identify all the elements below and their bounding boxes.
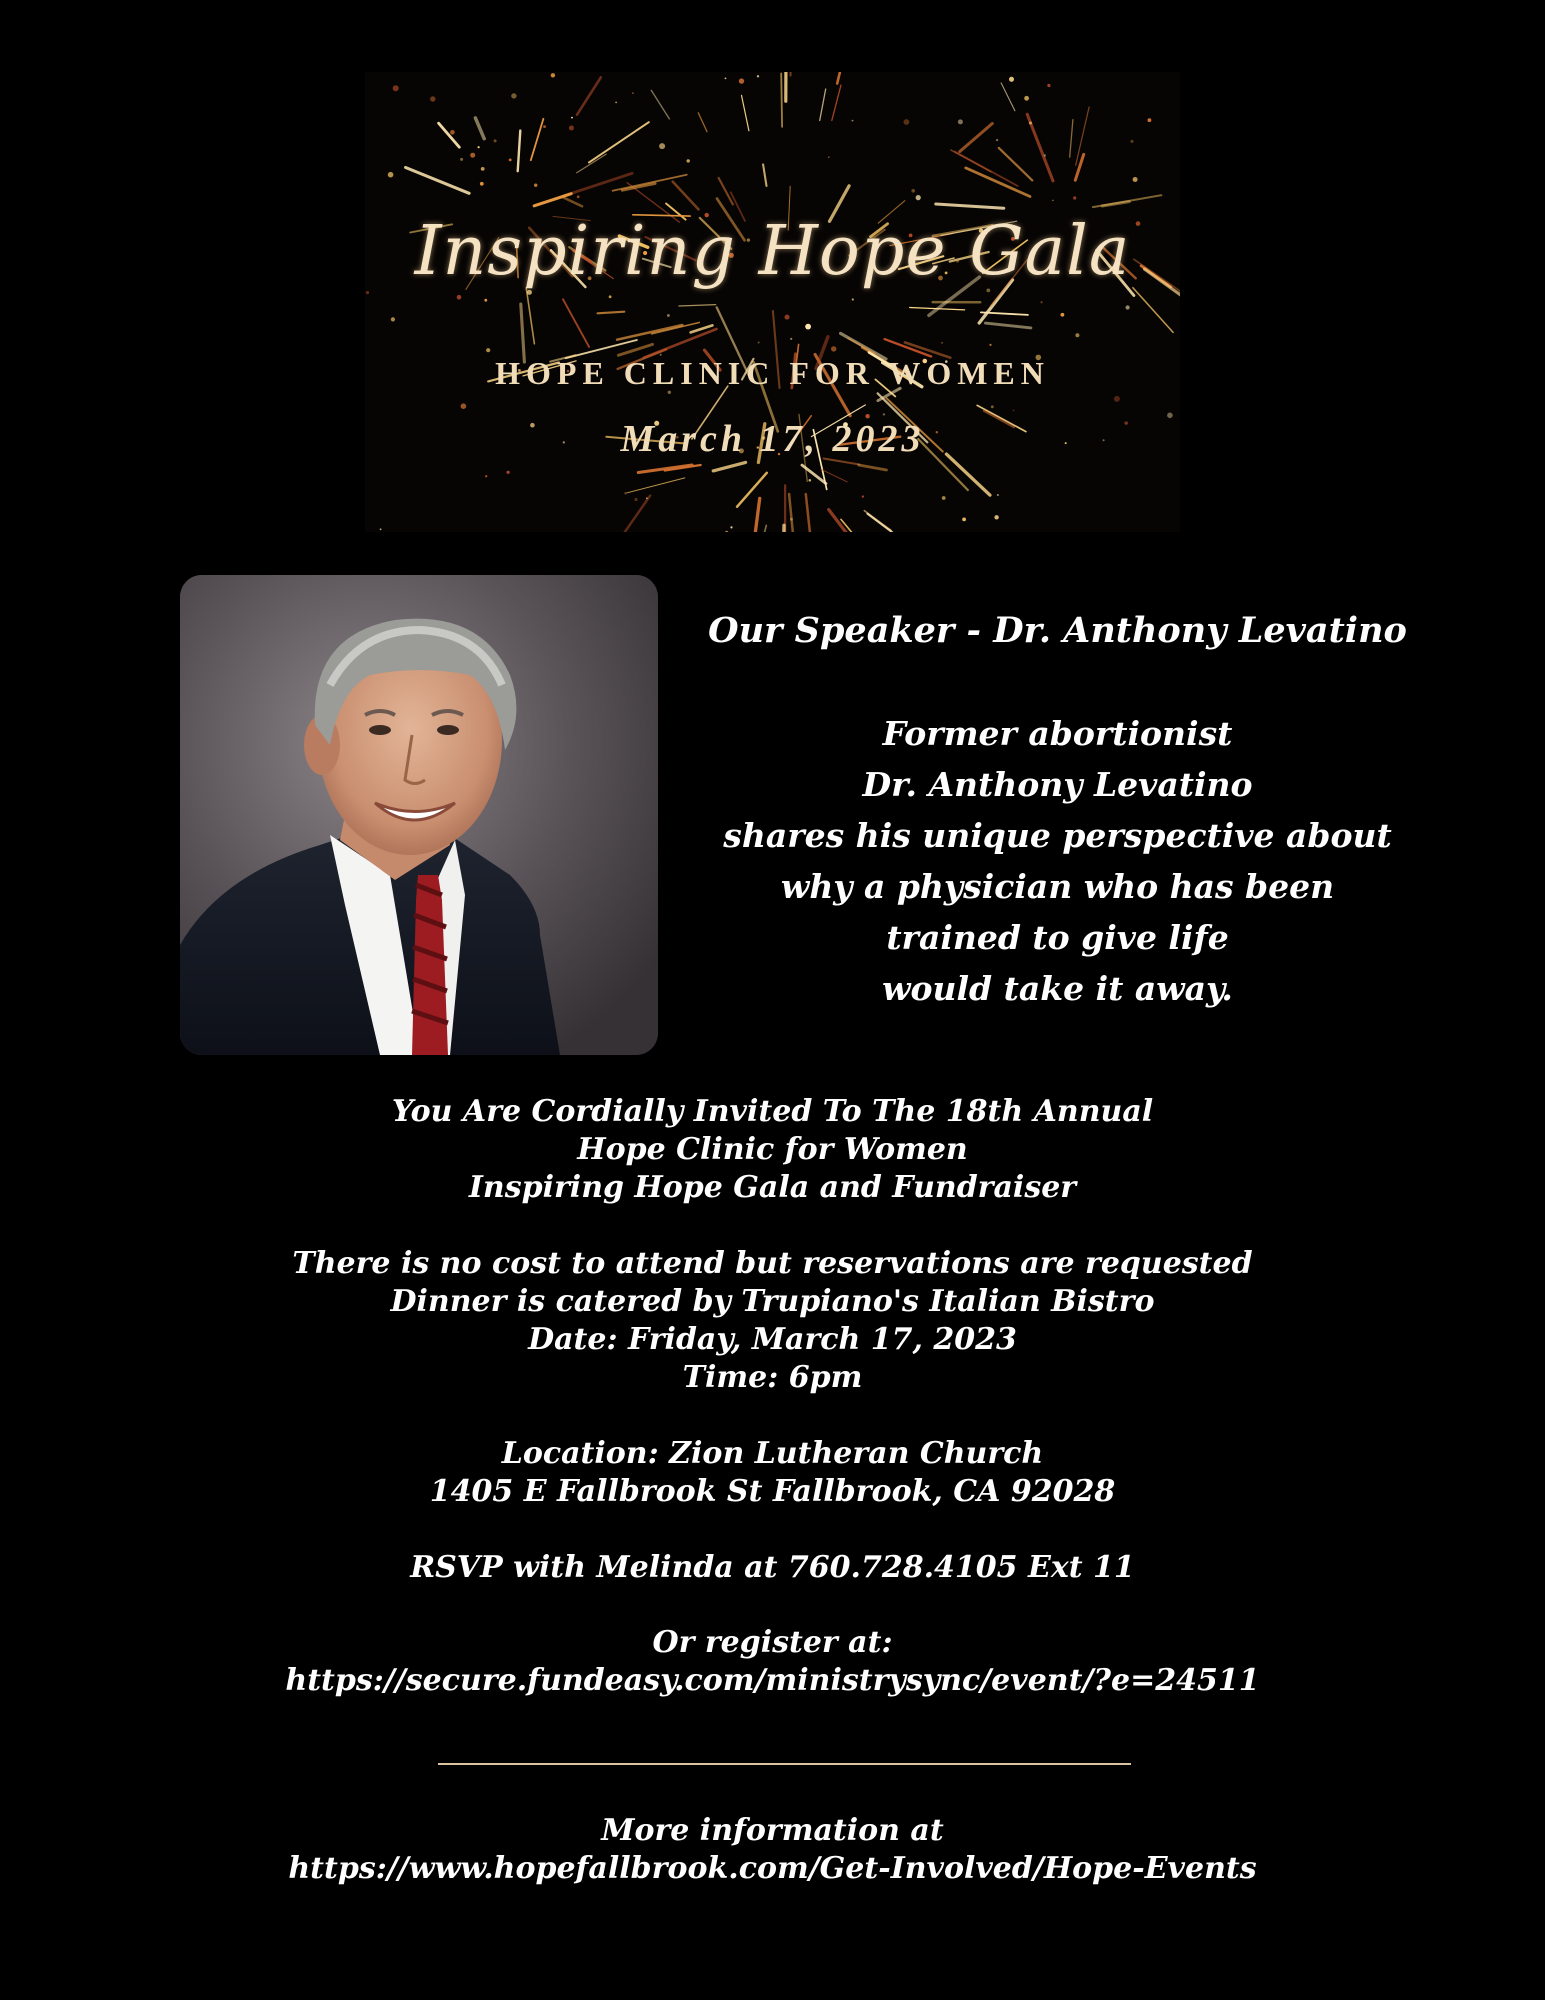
firework-spark: [916, 195, 921, 200]
speaker-portrait-image: [180, 575, 658, 1055]
firework-spark: [996, 139, 998, 141]
firework-spark: [511, 93, 516, 98]
firework-spark: [828, 156, 830, 158]
firework-spark: [521, 323, 523, 325]
firework-spark: [1133, 177, 1138, 182]
firework-streak: [837, 72, 849, 84]
firework-spark: [460, 158, 463, 161]
firework-streak: [751, 498, 760, 532]
firework-spark: [534, 184, 537, 187]
firework-spark: [1047, 84, 1050, 87]
firework-streak: [1075, 154, 1083, 180]
firework-streak: [763, 164, 766, 186]
firework-spark: [1073, 196, 1076, 199]
banner-organization: HOPE CLINIC FOR WOMEN: [495, 355, 1050, 391]
firework-streak: [832, 85, 841, 120]
more-info-link[interactable]: https://www.hopefallbrook.com/Get-Involved/Hope-Events: [288, 1851, 1257, 1886]
firework-streak: [999, 148, 1033, 181]
firework-streak: [806, 494, 810, 532]
firework-spark: [758, 342, 760, 344]
firework-spark: [805, 324, 811, 330]
firework-streak: [618, 344, 652, 355]
firework-streak: [791, 72, 792, 76]
invitation-line: Inspiring Hope Gala and Fundraiser: [468, 1170, 1077, 1205]
firework-streak: [611, 496, 650, 532]
firework-streak: [960, 124, 993, 152]
firework-streak: [627, 478, 685, 493]
firework-spark: [1114, 396, 1120, 402]
firework-streak: [985, 323, 1031, 328]
location-line: Location: Zion Lutheran Church: [501, 1436, 1044, 1471]
firework-spark: [785, 315, 790, 320]
firework-spark: [994, 515, 998, 519]
firework-spark: [941, 342, 943, 344]
firework-streak: [526, 288, 534, 344]
event-details: [0, 1245, 1545, 1397]
firework-spark: [1044, 154, 1046, 156]
firework-streak: [531, 119, 544, 160]
firework-spark: [470, 153, 475, 158]
speaker-bio-line: why a physician who has been: [780, 867, 1335, 906]
firework-spark: [739, 78, 744, 83]
firework-spark: [461, 403, 467, 409]
speaker-bio-line: shares his unique perspective about: [723, 816, 1392, 855]
rsvp-section: [0, 1549, 1545, 1587]
firework-spark: [624, 492, 626, 494]
firework-spark: [1075, 333, 1079, 337]
details-line: Time: 6pm: [682, 1360, 863, 1395]
firework-streak: [518, 131, 521, 172]
firework-streak: [563, 173, 632, 196]
firework-spark: [659, 143, 665, 149]
invitation-section: [0, 1093, 1545, 1207]
firework-spark: [632, 92, 634, 94]
banner-title: Inspiring Hope Gala: [414, 212, 1131, 291]
firework-streak: [781, 74, 782, 127]
fireworks-graphic: [365, 72, 1180, 532]
firework-spark: [725, 78, 727, 80]
firework-spark: [790, 518, 793, 521]
speaker-bio-line: Former abortionist: [882, 714, 1233, 753]
firework-spark: [852, 120, 854, 122]
firework-spark: [757, 75, 759, 77]
firework-spark: [790, 338, 792, 340]
firework-streak: [577, 77, 601, 114]
firework-spark: [485, 475, 487, 477]
firework-spark: [883, 413, 885, 415]
invitation-line: You Are Cordially Invited To The 18th Annual: [391, 1094, 1154, 1129]
firework-streak: [679, 305, 716, 306]
firework-spark: [1013, 410, 1015, 412]
firework-spark: [997, 494, 999, 496]
firework-spark: [989, 344, 991, 346]
firework-streak: [820, 89, 826, 121]
firework-spark: [1009, 77, 1014, 82]
firework-spark: [911, 189, 915, 193]
firework-spark: [507, 471, 510, 474]
firework-streak: [742, 95, 749, 130]
firework-streak: [966, 168, 1030, 197]
firework-spark: [569, 126, 574, 131]
firework-spark: [1061, 313, 1065, 317]
firework-spark: [1126, 305, 1130, 309]
firework-spark: [609, 295, 612, 298]
firework-streak: [673, 182, 699, 210]
register-label: Or register at:: [652, 1625, 893, 1660]
details-line: Dinner is catered by Trupiano's Italian Bistro: [390, 1284, 1155, 1319]
location-address: 1405 E Fallbrook St Fallbrook, CA 92028: [429, 1474, 1116, 1509]
section-divider: [438, 1763, 1131, 1765]
firework-streak: [598, 312, 625, 314]
register-section: [0, 1624, 1545, 1700]
firework-spark: [430, 96, 435, 101]
firework-spark: [393, 85, 399, 91]
firework-spark: [904, 119, 910, 125]
speaker-bio: [700, 708, 1415, 1014]
firework-spark: [991, 405, 994, 408]
firework-spark: [852, 298, 854, 300]
firework-spark: [366, 291, 369, 294]
firework-spark: [457, 295, 462, 300]
firework-streak: [651, 90, 669, 119]
gala-banner: [365, 72, 1180, 532]
firework-streak: [406, 168, 470, 194]
firework-spark: [1041, 301, 1043, 303]
firework-spark: [571, 117, 573, 119]
speaker-bio-line: would take it away.: [882, 969, 1233, 1008]
firework-streak: [783, 525, 784, 532]
firework-spark: [1148, 118, 1152, 122]
banner-date: March 17, 2023: [620, 418, 925, 460]
firework-streak: [829, 510, 861, 532]
firework-streak: [617, 325, 682, 340]
firework-spark: [478, 146, 480, 148]
firework-streak: [936, 204, 1004, 208]
firework-spark: [646, 497, 648, 499]
firework-spark: [942, 496, 946, 500]
firework-streak: [521, 304, 525, 362]
firework-spark: [509, 159, 512, 162]
firework-spark: [391, 317, 395, 321]
firework-streak: [563, 299, 589, 347]
speaker-section: [700, 610, 1415, 1014]
firework-streak: [577, 154, 607, 173]
location-section: [0, 1435, 1545, 1511]
firework-spark: [388, 172, 394, 178]
firework-streak: [789, 494, 793, 532]
firework-streak: [719, 178, 733, 205]
firework-spark: [1052, 200, 1054, 202]
speaker-bio-line: trained to give life: [886, 918, 1229, 957]
firework-spark: [1024, 96, 1029, 101]
firework-streak: [1070, 120, 1073, 157]
firework-streak: [475, 118, 484, 139]
firework-spark: [730, 526, 732, 528]
firework-spark: [958, 119, 963, 124]
firework-spark: [1029, 122, 1032, 125]
firework-streak: [848, 338, 875, 354]
firework-streak: [1001, 83, 1015, 111]
firework-streak: [1133, 288, 1173, 333]
firework-spark: [615, 102, 617, 104]
firework-spark: [486, 348, 490, 352]
firework-spark: [484, 299, 487, 302]
firework-spark: [831, 346, 836, 351]
firework-spark: [450, 130, 455, 135]
details-line: There is no cost to attend but reservations are requested: [292, 1246, 1253, 1281]
firework-spark: [667, 314, 670, 317]
firework-spark: [634, 498, 637, 501]
firework-spark: [687, 159, 690, 162]
firework-spark: [862, 495, 864, 497]
firework-spark: [494, 139, 497, 142]
more-info-label: More information at: [601, 1813, 944, 1848]
firework-spark: [1131, 140, 1134, 143]
invitation-line: Hope Clinic for Women: [577, 1132, 968, 1167]
more-info-section: [0, 1812, 1545, 1888]
firework-streak: [589, 122, 649, 162]
speaker-heading: Our Speaker - Dr. Anthony Levatino: [708, 610, 1407, 651]
firework-spark: [380, 528, 382, 530]
firework-spark: [962, 518, 966, 522]
speaker-photo: [180, 575, 658, 1055]
firework-streak: [698, 113, 707, 132]
firework-spark: [543, 125, 546, 128]
firework-spark: [809, 479, 812, 482]
firework-streak: [859, 465, 887, 470]
firework-spark: [551, 73, 555, 77]
rsvp-text: RSVP with Melinda at 760.728.4105 Ext 11: [410, 1550, 1135, 1585]
firework-spark: [577, 195, 580, 198]
firework-streak: [867, 514, 925, 532]
speaker-bio-line: Dr. Anthony Levatino: [862, 765, 1253, 804]
firework-streak: [713, 462, 745, 471]
details-line: Date: Friday, March 17, 2023: [528, 1322, 1017, 1357]
firework-streak: [439, 123, 460, 147]
register-link[interactable]: https://secure.fundeasy.com/ministrysync/event/?e=24511: [285, 1663, 1260, 1698]
firework-spark: [481, 167, 485, 171]
firework-streak: [563, 197, 582, 206]
firework-spark: [480, 182, 484, 186]
firework-streak: [737, 473, 767, 507]
